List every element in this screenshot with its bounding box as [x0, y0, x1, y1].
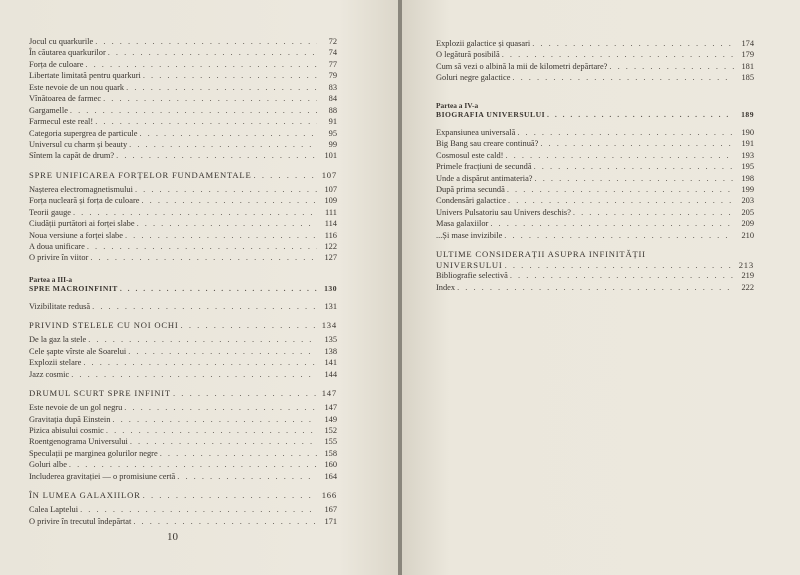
dot-leader	[506, 196, 734, 205]
toc-entry-infinit-6[interactable]	[29, 472, 337, 483]
dot-leader	[571, 208, 734, 217]
toc-entry-stele-3[interactable]	[29, 370, 337, 381]
toc-entry-page: 205	[741, 207, 754, 217]
toc-entry-title: Gargamelle	[29, 105, 68, 115]
toc-entry-page: 127	[324, 253, 337, 263]
dot-leader	[533, 174, 734, 183]
dot-leader	[135, 219, 317, 228]
dot-leader	[505, 185, 734, 194]
toc-entry-left-top-10[interactable]	[29, 151, 337, 162]
toc-entry-unificare-5[interactable]	[29, 242, 337, 253]
toc-entry-right-top-0[interactable]	[436, 39, 754, 50]
toc-entry-page: 74	[328, 48, 337, 58]
toc-entry-page: 174	[741, 39, 754, 48]
toc-entry-left-top-0[interactable]	[29, 37, 337, 48]
toc-entry-page: 190	[741, 127, 754, 137]
dot-leader	[85, 242, 317, 251]
toc-entry-infinit-0[interactable]	[29, 403, 337, 414]
page-number-left: 10	[167, 531, 178, 543]
dot-leader	[106, 48, 317, 57]
dot-leader	[510, 73, 734, 82]
toc-entry-left-top-5[interactable]	[29, 94, 337, 105]
toc-entry-title: Forța de culoare	[29, 59, 84, 69]
toc-entry-title: Jocul cu quarkurile	[29, 37, 94, 46]
toc-entry-page: 155	[324, 437, 337, 447]
toc-entry-title: Goluri albe	[29, 460, 67, 470]
toc-entry-title: Libertate limitată pentru quarkuri	[29, 71, 141, 81]
dot-leader	[128, 437, 317, 446]
dot-leader	[93, 37, 317, 46]
toc-entry-page: 191	[741, 139, 754, 149]
dot-leader	[530, 39, 734, 48]
part-3-label: Partea a III-a	[29, 274, 73, 284]
toc-entry-title: Este nevoie de un gol negru	[29, 403, 123, 413]
right-page	[402, 0, 800, 575]
toc-entry-right-top-3[interactable]	[436, 73, 754, 84]
toc-entry-left-top-3[interactable]	[29, 71, 337, 82]
toc-entry-title: Cum să vezi o albină la mii de kilometri depărtare?	[436, 61, 608, 71]
toc-entry-left-top-4[interactable]	[29, 83, 337, 94]
dot-leader	[86, 335, 317, 344]
toc-section-galaxii[interactable]: ÎN LUMEA GALAXIILOR . . . 166	[29, 490, 337, 505]
toc-entry-left-top-1[interactable]	[29, 48, 337, 59]
toc-entry-page: 164	[324, 471, 337, 481]
toc-entry-title: Includerea gravitației — o promisiune certă	[29, 471, 176, 481]
part-4-label: Partea a IV-a	[436, 100, 479, 110]
toc-entry-biografie-0[interactable]	[436, 128, 754, 139]
toc-entry-biografie-4[interactable]	[436, 174, 754, 185]
toc-entry-title: Expansiunea universală	[436, 127, 516, 137]
toc-entry-biografie-6[interactable]	[436, 196, 754, 207]
toc-entry-title: Roentgenograma Universului	[29, 437, 128, 447]
dot-leader	[532, 162, 734, 171]
toc-entry-left-top-9[interactable]	[29, 140, 337, 151]
dot-leader	[502, 231, 734, 240]
toc-entry-left-top-6[interactable]	[29, 106, 337, 117]
toc-entry-title: Univers Pulsatoriu sau Univers deschis?	[436, 207, 571, 217]
toc-entry-unificare-1[interactable]	[29, 196, 337, 207]
toc-entry-page: 210	[741, 230, 754, 240]
toc-entry-vizibilitate[interactable]: Vizibilitate redusă . . . 131	[29, 302, 337, 313]
toc-entry-unificare-3[interactable]	[29, 219, 337, 230]
toc-entry-title: Teorii gauge	[29, 207, 71, 217]
dot-leader	[104, 426, 317, 435]
toc-entry-title: Index	[436, 282, 456, 292]
toc-entry-title: După prima secundă	[436, 184, 505, 194]
toc-entry-infinit-2[interactable]	[29, 426, 337, 437]
dot-leader	[68, 106, 317, 115]
toc-entry-title: Explozii galactice și quasari	[436, 39, 531, 48]
toc-entry-page: 158	[324, 448, 337, 458]
toc-entry-title: Speculații pe marginea golurilor negre	[29, 448, 158, 458]
toc-entry-infinit-1[interactable]	[29, 415, 337, 426]
dot-leader	[81, 358, 317, 367]
dot-leader	[141, 71, 317, 80]
toc-entry-page: 203	[741, 196, 754, 206]
toc-entry-left-top-8[interactable]	[29, 129, 337, 140]
toc-entry-page: 219	[741, 271, 754, 281]
dot-leader	[93, 117, 317, 126]
toc-entry-title: Categoria supergrea de particule	[29, 128, 138, 138]
dot-leader	[538, 139, 734, 148]
dot-leader	[515, 128, 734, 137]
toc-entry-page: 72	[328, 37, 337, 46]
toc-entry-biografie-2[interactable]	[436, 151, 754, 162]
toc-left	[29, 37, 337, 528]
dot-leader	[158, 449, 317, 458]
toc-section-ultime-line2: UNIVERSULUI	[436, 260, 503, 271]
toc-entry-title: Explozii stelare	[29, 358, 82, 368]
toc-entry-page: 152	[324, 425, 337, 435]
toc-entry-title: Condensări galactice	[436, 196, 506, 206]
toc-entry-page: 88	[328, 105, 337, 115]
toc-entry-page: 107	[324, 184, 337, 194]
toc-entry-page: 181	[741, 61, 754, 71]
dot-leader	[122, 403, 317, 412]
toc-entry-galaxii-0[interactable]	[29, 505, 337, 516]
toc-part-3-title[interactable]: SPRE MACROINFINIT . . . 130	[29, 284, 337, 298]
toc-entry-unificare-0[interactable]	[29, 185, 337, 196]
toc-entry-page: 91	[328, 117, 337, 127]
toc-entry-title: Primele fracțiuni de secundă	[436, 162, 532, 172]
toc-entry-page: 79	[328, 71, 337, 81]
dot-leader	[78, 505, 317, 514]
dot-leader	[175, 472, 317, 481]
toc-entry-page: 84	[328, 94, 337, 104]
toc-entry-biografie-1[interactable]	[436, 139, 754, 150]
toc-entry-right-top-1[interactable]	[436, 50, 754, 61]
toc-entry-page: 122	[324, 242, 337, 251]
dot-leader	[139, 196, 317, 205]
toc-entry-page: 167	[324, 505, 337, 515]
toc-entry-page: 111	[325, 207, 337, 217]
toc-entry-left-top-2[interactable]	[29, 60, 337, 71]
toc-entry-right-top-2[interactable]	[436, 62, 754, 73]
toc-entry-page: 144	[324, 369, 337, 379]
dot-leader	[503, 151, 734, 160]
toc-entry-title: De la gaz la stele	[29, 335, 87, 345]
toc-entry-title: Cele șapte vîrste ale Soarelui	[29, 346, 127, 356]
toc-entry-title: Universul cu charm și beauty	[29, 139, 128, 149]
toc-entry-infinit-3[interactable]	[29, 437, 337, 448]
toc-section-infinit[interactable]: DRUMUL SCURT SPRE INFINIT . . . 147	[29, 388, 337, 403]
dot-leader	[126, 347, 317, 356]
toc-entry-title: Este nevoie de un nou quark	[29, 82, 125, 92]
toc-right	[436, 39, 754, 294]
toc-entry-unificare-2[interactable]	[29, 208, 337, 219]
toc-entry-stele-1[interactable]	[29, 347, 337, 358]
dot-leader	[83, 60, 317, 69]
toc-entry-page: 114	[324, 219, 337, 229]
toc-entry-page: 179	[741, 50, 754, 60]
toc-entry-stele-2[interactable]	[29, 358, 337, 369]
toc-entry-page: 116	[324, 230, 337, 240]
toc-entry-title: Goluri negre galactice	[436, 73, 511, 83]
toc-entry-page: 149	[324, 414, 337, 424]
toc-entry-title: Big Bang sau creare continuă?	[436, 139, 539, 149]
dot-leader	[123, 231, 317, 240]
left-page	[0, 0, 398, 575]
toc-entry-title: Sîntem la capăt de drum?	[29, 151, 115, 161]
toc-section-ultime[interactable]: ULTIME CONSIDERAȚII ASUPRA INFINITĂȚII UNIVERSULUI . . . 213	[436, 249, 754, 271]
toc-entry-page: 185	[741, 73, 754, 83]
dot-leader	[67, 460, 317, 469]
toc-entry-infinit-5[interactable]	[29, 460, 337, 471]
dot-leader	[124, 83, 317, 92]
toc-entry-title: Calea Laptelui	[29, 505, 79, 515]
toc-entry-title: Cosmosul este cald!	[436, 150, 504, 160]
toc-entry-page: 141	[324, 358, 337, 368]
dot-leader	[455, 283, 734, 292]
toc-entry-page: 147	[324, 403, 337, 413]
toc-section-ultime-line1: ULTIME CONSIDERAȚII ASUPRA INFINITĂȚII	[436, 249, 646, 260]
toc-section-unificare[interactable]: SPRE UNIFICAREA FORȚELOR FUNDAMENTALE . . . 107	[29, 170, 337, 185]
toc-entry-biografie-8[interactable]	[436, 219, 754, 230]
toc-entry-page: 77	[328, 59, 337, 69]
toc-entry-title: În căutarea quarkurilor	[29, 48, 106, 58]
toc-entry-biografie-3[interactable]	[436, 162, 754, 173]
toc-entry-title: A doua unificare	[29, 242, 85, 251]
toc-entry-infinit-4[interactable]	[29, 449, 337, 460]
dot-leader	[131, 517, 317, 526]
toc-entry-title: Unde a dispărut antimateria?	[436, 173, 533, 183]
dot-leader	[137, 129, 317, 138]
toc-entry-title: Pizica abisului cosmic	[29, 425, 104, 435]
toc-entry-page: 101	[324, 151, 337, 161]
toc-entry-page: 95	[328, 128, 337, 138]
toc-entry-title: ...Și mase invizibile	[436, 230, 503, 240]
toc-entry-final-0[interactable]	[436, 271, 754, 282]
toc-entry-title: Noua versiune a forței slabe	[29, 230, 123, 240]
toc-entry-page: 109	[324, 196, 337, 206]
dot-leader	[110, 415, 317, 424]
toc-entry-page: 193	[741, 150, 754, 160]
toc-entry-page: 209	[741, 219, 754, 229]
toc-entry-biografie-7[interactable]	[436, 208, 754, 219]
toc-entry-page: 222	[741, 282, 754, 292]
toc-entry-title: Forța nucleară și forța de culoare	[29, 196, 140, 206]
toc-entry-page: 99	[328, 139, 337, 149]
toc-entry-page: 199	[741, 184, 754, 194]
toc-entry-page: 135	[324, 335, 337, 345]
dot-leader	[133, 185, 317, 194]
toc-entry-galaxii-1[interactable]	[29, 517, 337, 528]
toc-entry-biografie-5[interactable]	[436, 185, 754, 196]
toc-entry-title: Bibliografie selectivă	[436, 271, 508, 281]
dot-leader	[500, 50, 734, 59]
toc-entry-page: 160	[324, 460, 337, 470]
toc-entry-title: Jazz cosmic	[29, 369, 70, 379]
toc-entry-title: Ciudății purtători ai forței slabe	[29, 219, 135, 229]
dot-leader	[88, 253, 317, 262]
toc-entry-title: Masa galaxiilor	[436, 219, 489, 229]
toc-entry-title: Farmecul este real!	[29, 117, 94, 127]
toc-entry-page: 171	[324, 516, 337, 526]
dot-leader	[607, 62, 734, 71]
toc-entry-title: Gravitația după Einstein	[29, 414, 111, 424]
dot-leader	[488, 219, 734, 228]
toc-entry-title: O legătură posibilă	[436, 50, 500, 60]
dot-leader	[127, 140, 317, 149]
toc-entry-left-top-7[interactable]	[29, 117, 337, 128]
dot-leader	[69, 370, 317, 379]
toc-entry-page: 83	[328, 82, 337, 92]
toc-entry-page: 138	[324, 346, 337, 356]
toc-entry-unificare-6[interactable]	[29, 253, 337, 264]
toc-entry-page: 195	[741, 162, 754, 172]
toc-entry-stele-0[interactable]	[29, 335, 337, 346]
toc-entry-unificare-4[interactable]	[29, 231, 337, 242]
dot-leader	[101, 94, 317, 103]
dot-leader	[508, 271, 734, 280]
toc-entry-title: O privire în viitor	[29, 253, 89, 263]
toc-entry-title: Vînătoarea de farmec	[29, 94, 102, 104]
toc-entry-title: Nașterea electromagnetismului	[29, 184, 133, 194]
dot-leader	[71, 208, 317, 217]
toc-entry-page: 198	[741, 173, 754, 183]
toc-part-4-title[interactable]: BIOGRAFIA UNIVERSULUI . . . 189	[436, 110, 754, 124]
toc-section-stele[interactable]: PRIVIND STELELE CU NOI OCHI . . . 134	[29, 320, 337, 335]
dot-leader	[114, 151, 317, 160]
toc-entry-final-1[interactable]	[436, 283, 754, 294]
toc-entry-biografie-9[interactable]	[436, 231, 754, 242]
toc-entry-title: O privire în trecutul îndepărtat	[29, 516, 132, 526]
